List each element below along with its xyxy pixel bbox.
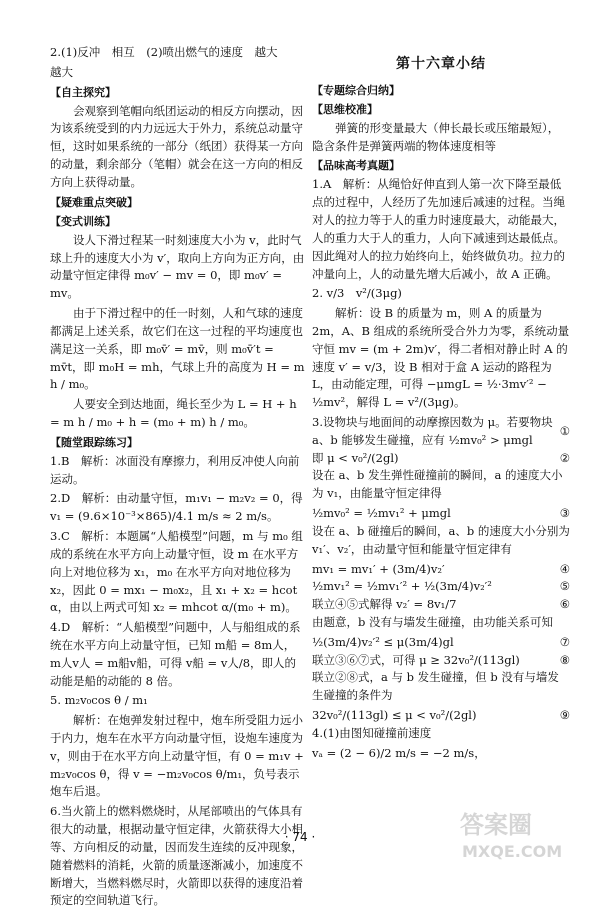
equation-number: ① xyxy=(559,423,570,438)
answer-item: 2. v/3 v²/(3μg) xyxy=(312,286,402,301)
paragraph: 人要安全到达地面，绳长至少为 L = H + h = m h / m₀ + h = (m₀ + m) h / m₀。 xyxy=(50,397,297,429)
answer-line: vₐ = (2 − 6)/2 m/s = −2 m/s， xyxy=(312,745,486,760)
equation-row xyxy=(312,450,570,468)
section-heading: 【思维校准】 xyxy=(312,102,378,116)
chapter-title: 第十六章小结 xyxy=(396,56,486,72)
section-heading: 【专题综合归纳】 xyxy=(312,83,400,97)
equation-number: ④ xyxy=(559,561,570,576)
answer-line: 联立②⑧式，a 与 b 发生碰撞，但 b 没有与墙发生碰撞的条件为 xyxy=(312,670,559,703)
equation: 32v₀²/(113gl) ≤ μ < v₀²/(2gl) xyxy=(312,708,477,723)
equation-row xyxy=(312,707,570,725)
answer-line: 设在 a、b 发生弹性碰撞前的瞬间，a 的速度大小为 v₁，由能量守恒定律得 xyxy=(312,468,563,501)
section-heading: 【变式训练】 xyxy=(50,214,116,228)
paragraph: 解析：设 B 的质量为 m，则 A 的质量为 2m，A、B 组成的系统所受合外力为零，系统动量守恒 mv = (m + 2m)v′，得二者相对静止时 A 的速度 v′ = v/3，设 B 相对于盒 A 运动的路程为 L，由动能定理，可得 −μmgL = ½·3mv′² − ½mv²，解得 L = v²/(3μg)。 xyxy=(312,306,570,410)
equation-number: ⑦ xyxy=(559,634,570,649)
equation-row xyxy=(312,578,570,596)
section-heading: 【疑难重点突破】 xyxy=(50,195,138,209)
equation: mv₁ = mv₁′ + (3m/4)v₂′ xyxy=(312,561,445,576)
equation-number: ⑧ xyxy=(559,652,570,667)
section-heading: 【随堂跟踪练习】 xyxy=(50,435,138,449)
answer-line: 4.(1)由图知碰撞前速度 xyxy=(312,725,432,740)
equation: 联立③⑥⑦式，可得 μ ≥ 32v₀²/(113gl) xyxy=(312,652,520,667)
answer-item: 1.B 解析：冰面没有摩擦力，利用反冲使人向前运动。 xyxy=(50,453,300,486)
equation: ½(3m/4)v₂′² ≤ μ(3m/4)gl xyxy=(312,634,454,649)
answer-item: 2.D 解析：由动量守恒，m₁v₁ − m₂v₂ = 0，得 v₁ = (9.6×10⁻³×865)/4.1 m/s ≈ 2 m/s。 xyxy=(50,491,303,524)
paragraph: 会观察到笔帽向纸团运动的相反方向摆动，因为该系统受到的内力远远大于外力，系统总动量守恒，这时如果系统的一部分（纸团）获得某一方向的动量，剩余部分（笔帽）就会在这一方向的相反方向上获得动量。 xyxy=(50,103,303,189)
answer-line: 2.(1)反冲 相互 (2)喷出燃气的速度 越大 xyxy=(50,45,278,59)
answer-line: 由题意，b 没有与墙发生碰撞，由功能关系可知 xyxy=(312,614,554,629)
equation: ½mv₀² = ½mv₁² + μmgl xyxy=(312,506,451,521)
paragraph: 弹簧的形变量最大（伸长最长或压缩最短），隐含条件是弹簧两端的物体速度相等 xyxy=(312,120,560,153)
equation-number: ⑨ xyxy=(559,708,570,723)
equation: 联立④⑤式解得 v₂′ = 8v₁/7 xyxy=(312,597,457,612)
answer-line: 设在 a、b 碰撞后的瞬间，a、b 的速度大小分别为 v₁′、v₂′，由动量守恒和能量守恒定律有 xyxy=(312,523,570,556)
equation-row xyxy=(312,596,570,614)
equation-number: ⑤ xyxy=(559,579,570,594)
right-column xyxy=(312,44,570,764)
equation-row xyxy=(312,414,570,450)
answer-item: 3.C 解析：本题属“人船模型”问题，m 与 m₀ 组成的系统在水平方向上动量守恒，设 m 在水平方向上对地位移为 x₁，m₀ 在水平方向对地位移为 x₂，因此 0 = mx₁ − m₀x₂，且 x₁ + x₂ = hcot α，由以上两式可知 x₂ = mhcot α/(m₀ + m)。 xyxy=(50,529,303,615)
watermark-url: MXQE.COM xyxy=(462,842,563,861)
equation-row xyxy=(312,634,570,652)
answer-item: 5. m₂v₀cos θ / m₁ xyxy=(50,693,148,708)
paragraph: 解析：在炮弹发射过程中，炮车所受阻力远小于内力，炮车在水平方向动量守恒，设炮车速度为 v，则由于在水平方向上动量守恒，有 0 = m₁v + m₂v₀cos θ，得 v = −m₂v₀cos θ/m₁，负号表示炮车后退。 xyxy=(50,713,304,799)
equation-row xyxy=(312,652,570,670)
equation: 即 μ < v₀²/(2gl) xyxy=(312,450,399,465)
equation-row xyxy=(312,505,570,523)
answer-item: 4.D 解析：“人船模型”问题中，人与船组成的系统在水平方向上动量守恒，已知 m船 = 8m人，m人v人 = m船v船，可得 v船 = v人/8，即人的动能是船的动能的 8 倍。 xyxy=(50,620,301,688)
section-heading: 【自主探究】 xyxy=(50,85,116,99)
equation-row xyxy=(312,561,570,579)
answer-item: 6.当火箭上的燃料燃烧时，从尾部喷出的气体具有很大的动量，根据动量守恒定律，火箭获得大小相等、方向相反的动量，因而发生连续的反冲现象，随着燃料的消耗，火箭的质量逐渐减小，加速度不断增大，当燃料燃尽时，火箭即以获得的速度沿着预定的空间轨道飞行。 xyxy=(50,804,303,908)
paragraph: 设人下滑过程某一时刻速度大小为 v，此时气球上升的速度大小为 v′，取向上方向为正方向，由动量守恒定律得 m₀v′ − mv = 0，即 m₀v′ = mv。 xyxy=(50,232,305,301)
answer-line: 越大 xyxy=(50,64,73,79)
equation-number: ③ xyxy=(559,506,570,521)
equation-number: ② xyxy=(559,450,570,465)
paragraph: 由于下滑过程中的任一时刻，人和气球的速度都满足上述关系，故它们在这一过程的平均速度也满足这一关系，即 m₀v̄′ = mv̄，则 m₀v̄′t = mv̄t，即 m₀H = mh，气球上升的高度为 H = m h / m₀。 xyxy=(50,306,305,392)
left-column xyxy=(50,44,306,912)
page-number: · 74 · xyxy=(284,830,316,844)
section-heading: 【品味高考真题】 xyxy=(312,159,400,173)
equation: ½mv₁² = ½mv₁′² + ½(3m/4)v₂′² xyxy=(312,579,492,594)
equation: 3.设物块与地面间的动摩擦因数为 μ。若要物块 a、b 能够发生碰撞，应有 ½mv₀² > μmgl xyxy=(312,415,553,447)
equation-number: ⑥ xyxy=(559,597,570,612)
answer-item: 1.A 解析：从绳恰好伸直到人第一次下降至最低点的过程中，人经历了先加速后减速的过程。当绳对人的拉力等于人的重力时速度最大，动能最大，人的重力大于人的重力，人向下减速到达最低点。因此绳对人的拉力始终向上，始终做负功。拉力的冲量向上，人的动量先增大后减小，故 A 正确。 xyxy=(312,177,565,281)
watermark-text: 答案圈 xyxy=(460,811,532,839)
watermark-logo xyxy=(456,805,586,863)
